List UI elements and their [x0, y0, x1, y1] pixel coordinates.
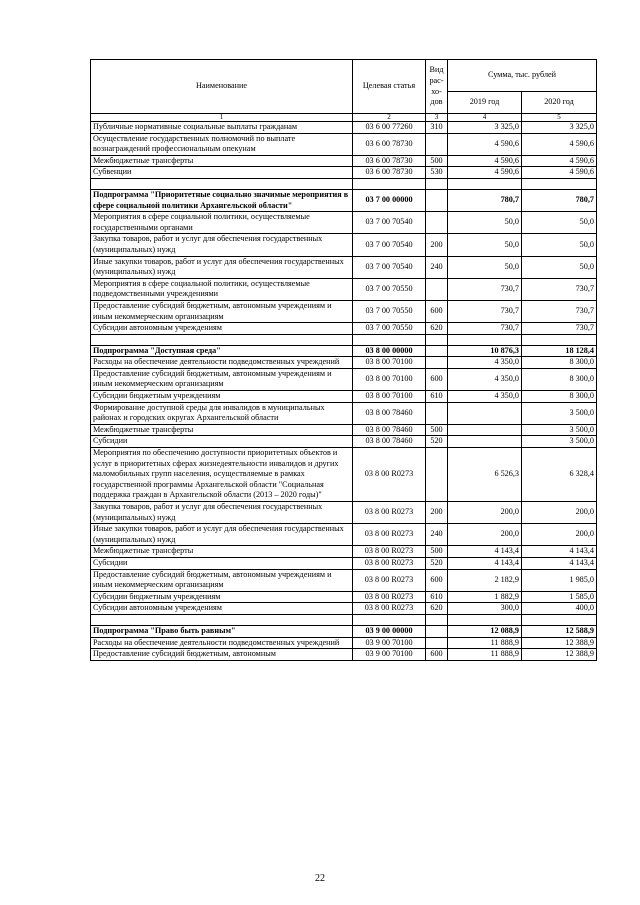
amount-2020-cell: 3 500,0: [522, 424, 597, 436]
row-name-cell: Предоставление субсидий бюджетным, автономным: [91, 649, 353, 661]
expense-type-cell: 240: [426, 256, 448, 278]
row-name-cell: Формирование доступной среды для инвалидов в муниципальных районах и городских округах Архангельской области: [91, 402, 353, 424]
empty-cell: [353, 614, 426, 625]
amount-2020-cell: 50,0: [522, 234, 597, 256]
amount-2019-cell: 1 882,9: [448, 591, 522, 603]
amount-2020-cell: 4 143,4: [522, 557, 597, 569]
expense-type-cell: 520: [426, 557, 448, 569]
amount-2019-cell: 50,0: [448, 212, 522, 234]
amount-2019-cell: 4 590,6: [448, 133, 522, 155]
expense-type-cell: [426, 278, 448, 300]
table-row: [91, 637, 597, 649]
amount-2019-cell: 12 088,9: [448, 625, 522, 637]
target-article-cell: 03 8 00 70100: [353, 391, 426, 403]
expense-type-cell: 600: [426, 368, 448, 390]
column-number: 3: [426, 114, 448, 122]
amount-2019-cell: 4 350,0: [448, 391, 522, 403]
amount-2020-cell: 4 590,6: [522, 133, 597, 155]
amount-2020-cell: 200,0: [522, 524, 597, 546]
row-name-cell: Субвенции: [91, 167, 353, 179]
expense-type-cell: [426, 345, 448, 357]
row-name-cell: Субсидии бюджетным учреждениям: [91, 391, 353, 403]
row-name-cell: Субсидии автономным учреждениям: [91, 603, 353, 615]
row-name-cell: Межбюджетные трансферты: [91, 546, 353, 558]
amount-2019-cell: 200,0: [448, 502, 522, 524]
empty-cell: [522, 334, 597, 345]
table-header: [91, 60, 597, 122]
expense-type-cell: 620: [426, 603, 448, 615]
amount-2020-cell: 400,0: [522, 603, 597, 615]
row-name-cell: Предоставление субсидий бюджетным, автономным учреждениям и иным некоммерческим организациям: [91, 368, 353, 390]
table-row: [91, 448, 597, 502]
row-name-cell: Субсидии бюджетным учреждениям: [91, 591, 353, 603]
expense-type-cell: [426, 402, 448, 424]
expense-type-cell: 310: [426, 122, 448, 134]
table-row: [91, 502, 597, 524]
amount-2020-cell: 730,7: [522, 278, 597, 300]
expense-type-cell: [426, 625, 448, 637]
table-row: [91, 122, 597, 134]
target-article-cell: 03 8 00 R0273: [353, 603, 426, 615]
amount-2020-cell: 3 500,0: [522, 436, 597, 448]
expense-type-cell: 530: [426, 167, 448, 179]
target-article-cell: 03 6 00 78730: [353, 167, 426, 179]
table-row: [91, 212, 597, 234]
expense-type-cell: 200: [426, 502, 448, 524]
amount-2019-cell: 3 325,0: [448, 122, 522, 134]
empty-cell: [91, 178, 353, 189]
amount-2020-cell: 780,7: [522, 189, 597, 211]
expense-type-cell: 240: [426, 524, 448, 546]
target-article-cell: 03 8 00 R0273: [353, 546, 426, 558]
amount-2019-cell: 780,7: [448, 189, 522, 211]
empty-cell: [353, 334, 426, 345]
amount-2020-cell: 3 500,0: [522, 402, 597, 424]
target-article-cell: 03 8 00 70100: [353, 368, 426, 390]
row-name-cell: Субсидии: [91, 557, 353, 569]
table-row: [91, 300, 597, 322]
amount-2020-cell: 4 590,6: [522, 155, 597, 167]
expense-type-cell: 500: [426, 424, 448, 436]
empty-cell: [426, 178, 448, 189]
target-article-cell: 03 7 00 70550: [353, 278, 426, 300]
row-name-cell: Публичные нормативные социальные выплаты гражданам: [91, 122, 353, 134]
row-name-cell: Закупка товаров, работ и услуг для обеспечения государственных (муниципальных) нужд: [91, 234, 353, 256]
target-article-cell: 03 6 00 78730: [353, 155, 426, 167]
target-article-cell: 03 8 00 R0273: [353, 569, 426, 591]
target-article-cell: 03 7 00 70540: [353, 256, 426, 278]
amount-2019-cell: 4 143,4: [448, 546, 522, 558]
table-row: [91, 167, 597, 179]
budget-table: [90, 59, 597, 661]
amount-2019-cell: [448, 436, 522, 448]
amount-2020-cell: 1 985,0: [522, 569, 597, 591]
column-number: 1: [91, 114, 353, 122]
amount-2019-cell: 730,7: [448, 323, 522, 335]
target-article-cell: 03 6 00 77260: [353, 122, 426, 134]
row-name-cell: Подпрограмма "Право быть равным": [91, 625, 353, 637]
empty-cell: [91, 334, 353, 345]
subprogram-row: [91, 625, 597, 637]
amount-2019-cell: 4 143,4: [448, 557, 522, 569]
target-article-cell: 03 8 00 78460: [353, 402, 426, 424]
empty-cell: [448, 334, 522, 345]
target-article-cell: 03 9 00 70100: [353, 637, 426, 649]
table-row: [91, 357, 597, 369]
row-name-cell: Мероприятия по обеспечению доступности приоритетных объектов и услуг в приоритетных сферах жизнедеятельности инвалидов и других маломобильных групп населения, осуществляемые в рамках государственной программы Архангельской области "Социальная поддержка граждан в Архангельской области (2013 – 2020 годы)": [91, 448, 353, 502]
table-body: [91, 122, 597, 661]
target-article-cell: 03 9 00 00000: [353, 625, 426, 637]
table-row: [91, 649, 597, 661]
amount-2020-cell: 18 128,4: [522, 345, 597, 357]
amount-2019-cell: 300,0: [448, 603, 522, 615]
row-name-cell: Предоставление субсидий бюджетным, автономным учреждениям и иным некоммерческим организациям: [91, 300, 353, 322]
amount-2020-cell: 8 300,0: [522, 368, 597, 390]
amount-2019-cell: 4 350,0: [448, 357, 522, 369]
column-number: 2: [353, 114, 426, 122]
amount-2019-cell: 6 526,3: [448, 448, 522, 502]
amount-2019-cell: 50,0: [448, 256, 522, 278]
empty-cell: [522, 178, 597, 189]
expense-type-cell: [426, 189, 448, 211]
expense-type-cell: 620: [426, 323, 448, 335]
target-article-cell: 03 8 00 78460: [353, 424, 426, 436]
empty-cell: [353, 178, 426, 189]
page-number: 22: [315, 873, 325, 884]
amount-2020-cell: 730,7: [522, 323, 597, 335]
table-row: [91, 323, 597, 335]
target-article-cell: 03 8 00 78460: [353, 436, 426, 448]
amount-2020-cell: 4 590,6: [522, 167, 597, 179]
amount-2020-cell: 200,0: [522, 502, 597, 524]
amount-2020-cell: 12 388,9: [522, 637, 597, 649]
table-row: [91, 402, 597, 424]
empty-cell: [426, 614, 448, 625]
expense-type-cell: 600: [426, 649, 448, 661]
amount-2019-cell: 200,0: [448, 524, 522, 546]
expense-type-cell: 600: [426, 300, 448, 322]
row-name-cell: Расходы на обеспечение деятельности подведомственных учреждений: [91, 357, 353, 369]
row-name-cell: Закупка товаров, работ и услуг для обеспечения государственных (муниципальных) нужд: [91, 502, 353, 524]
table-row: [91, 133, 597, 155]
amount-2019-cell: 4 590,6: [448, 155, 522, 167]
row-name-cell: Мероприятия в сфере социальной политики, осуществляемые подведомственными учреждениями: [91, 278, 353, 300]
expense-type-cell: [426, 637, 448, 649]
row-name-cell: Мероприятия в сфере социальной политики, осуществляемые государственными органами: [91, 212, 353, 234]
target-article-cell: 03 8 00 R0273: [353, 557, 426, 569]
amount-2019-cell: 11 888,9: [448, 649, 522, 661]
row-name-cell: Подпрограмма "Приоритетные социально значимые мероприятия в сфере социальной политики Архангельской области": [91, 189, 353, 211]
row-name-cell: Межбюджетные трансферты: [91, 155, 353, 167]
table-row: [91, 424, 597, 436]
row-name-cell: Субсидии: [91, 436, 353, 448]
amount-2020-cell: 8 300,0: [522, 357, 597, 369]
amount-2019-cell: 4 350,0: [448, 368, 522, 390]
amount-2020-cell: 730,7: [522, 300, 597, 322]
row-name-cell: Предоставление субсидий бюджетным, автономным учреждениям и иным некоммерческим организациям: [91, 569, 353, 591]
amount-2019-cell: 50,0: [448, 234, 522, 256]
blank-spacer-row: [91, 334, 597, 345]
row-name-cell: Подпрограмма "Доступная среда": [91, 345, 353, 357]
row-name-cell: Осуществление государственных полномочий по выплате вознаграждений профессиональным опекунам: [91, 133, 353, 155]
amount-2019-cell: 10 876,3: [448, 345, 522, 357]
header-target: Целевая статья: [353, 60, 426, 114]
header-expense-type: Вид рас-хо-дов: [426, 60, 448, 114]
amount-2020-cell: 3 325,0: [522, 122, 597, 134]
target-article-cell: 03 8 00 R0273: [353, 591, 426, 603]
amount-2019-cell: 730,7: [448, 300, 522, 322]
expense-type-cell: 500: [426, 155, 448, 167]
subprogram-row: [91, 345, 597, 357]
target-article-cell: 03 7 00 70540: [353, 212, 426, 234]
target-article-cell: 03 8 00 R0273: [353, 448, 426, 502]
empty-cell: [522, 614, 597, 625]
amount-2020-cell: 50,0: [522, 256, 597, 278]
table-row: [91, 256, 597, 278]
amount-2019-cell: 2 182,9: [448, 569, 522, 591]
table-row: [91, 368, 597, 390]
amount-2019-cell: [448, 402, 522, 424]
amount-2019-cell: 730,7: [448, 278, 522, 300]
row-name-cell: Межбюджетные трансферты: [91, 424, 353, 436]
blank-spacer-row: [91, 614, 597, 625]
table-row: [91, 278, 597, 300]
target-article-cell: 03 8 00 70100: [353, 357, 426, 369]
amount-2020-cell: 50,0: [522, 212, 597, 234]
row-name-cell: Иные закупки товаров, работ и услуг для обеспечения государственных (муниципальных) нужд: [91, 256, 353, 278]
amount-2019-cell: [448, 424, 522, 436]
target-article-cell: 03 8 00 R0273: [353, 502, 426, 524]
expense-type-cell: [426, 133, 448, 155]
header-year-2020: 2020 год: [522, 92, 597, 114]
target-article-cell: 03 7 00 70550: [353, 323, 426, 335]
table-row: [91, 603, 597, 615]
header-year-2019: 2019 год: [448, 92, 522, 114]
column-number: 5: [522, 114, 597, 122]
expense-type-cell: 610: [426, 591, 448, 603]
expense-type-cell: [426, 448, 448, 502]
target-article-cell: 03 8 00 00000: [353, 345, 426, 357]
expense-type-cell: 200: [426, 234, 448, 256]
target-article-cell: 03 8 00 R0273: [353, 524, 426, 546]
amount-2019-cell: 4 590,6: [448, 167, 522, 179]
expense-type-cell: 610: [426, 391, 448, 403]
table-row: [91, 569, 597, 591]
table-row: [91, 591, 597, 603]
header-sum: Сумма, тыс. рублей: [448, 60, 597, 92]
empty-cell: [448, 178, 522, 189]
expense-type-cell: [426, 212, 448, 234]
table-row: [91, 155, 597, 167]
amount-2020-cell: 12 388,9: [522, 649, 597, 661]
empty-cell: [448, 614, 522, 625]
amount-2020-cell: 12 588,9: [522, 625, 597, 637]
table-row: [91, 436, 597, 448]
amount-2020-cell: 8 300,0: [522, 391, 597, 403]
target-article-cell: 03 7 00 70550: [353, 300, 426, 322]
row-name-cell: Расходы на обеспечение деятельности подведомственных учреждений: [91, 637, 353, 649]
column-number: 4: [448, 114, 522, 122]
target-article-cell: 03 7 00 00000: [353, 189, 426, 211]
amount-2020-cell: 1 585,0: [522, 591, 597, 603]
expense-type-cell: 600: [426, 569, 448, 591]
target-article-cell: 03 7 00 70540: [353, 234, 426, 256]
row-name-cell: Субсидии автономным учреждениям: [91, 323, 353, 335]
amount-2020-cell: 4 143,4: [522, 546, 597, 558]
expense-type-cell: [426, 357, 448, 369]
amount-2020-cell: 6 328,4: [522, 448, 597, 502]
expense-type-cell: 520: [426, 436, 448, 448]
target-article-cell: 03 9 00 70100: [353, 649, 426, 661]
column-numbers-row: [91, 114, 597, 122]
subprogram-row: [91, 189, 597, 211]
table-row: [91, 546, 597, 558]
table-row: [91, 234, 597, 256]
header-name: Наименование: [91, 60, 353, 114]
table-row: [91, 524, 597, 546]
empty-cell: [426, 334, 448, 345]
expense-type-cell: 500: [426, 546, 448, 558]
row-name-cell: Иные закупки товаров, работ и услуг для обеспечения государственных (муниципальных) нужд: [91, 524, 353, 546]
blank-spacer-row: [91, 178, 597, 189]
amount-2019-cell: 11 888,9: [448, 637, 522, 649]
empty-cell: [91, 614, 353, 625]
table-row: [91, 557, 597, 569]
target-article-cell: 03 6 00 78730: [353, 133, 426, 155]
table-row: [91, 391, 597, 403]
